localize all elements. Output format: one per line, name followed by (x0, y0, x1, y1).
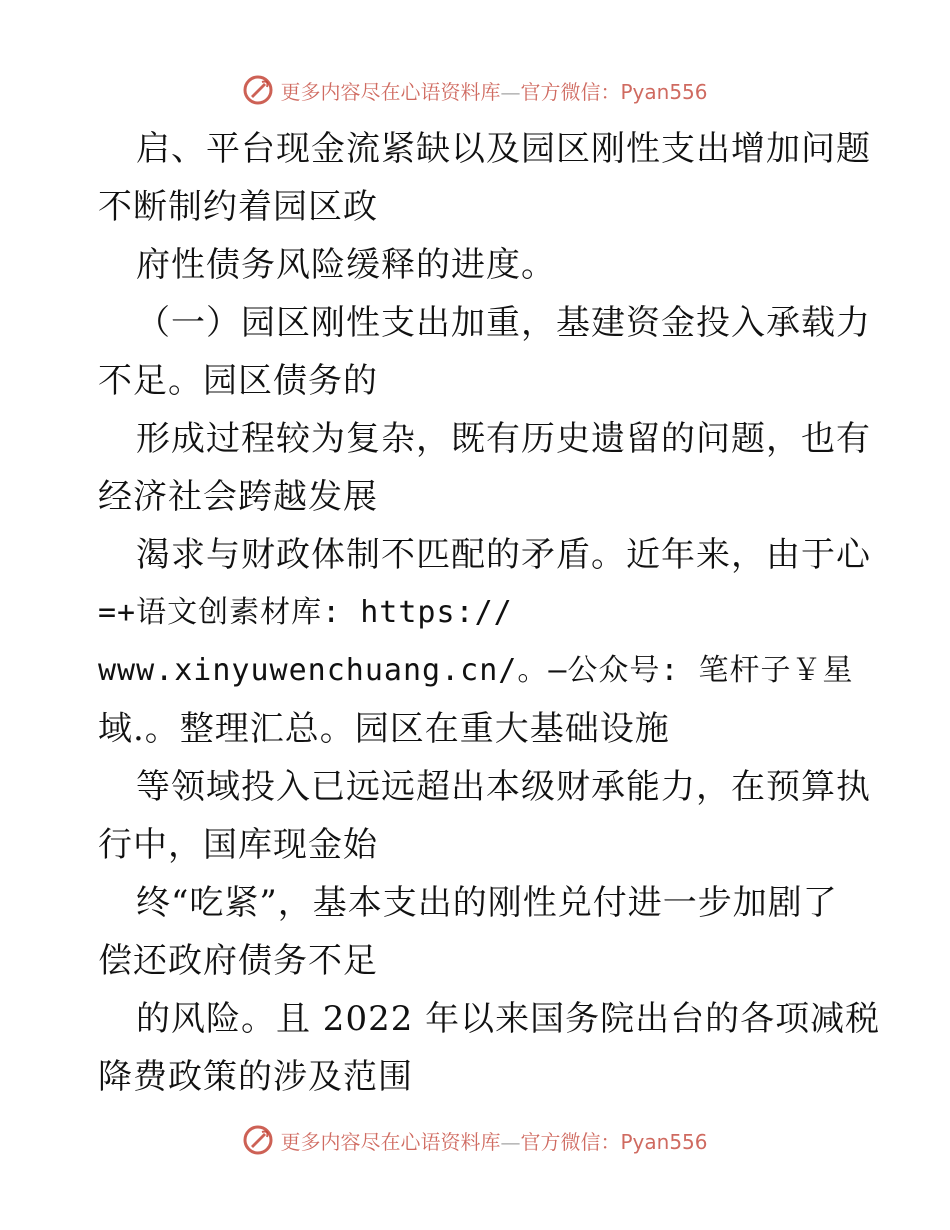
feather-pen-logo-icon (242, 74, 274, 106)
text-line: 等领域投入已远远超出本级财承能力，在预算执 (136, 767, 871, 807)
watermark-label: 官方微信： (520, 79, 621, 104)
watermark-brand: 更多内容尽在心语资料库 (280, 1129, 501, 1154)
footer-watermark (0, 1120, 950, 1160)
document-body (98, 120, 881, 1106)
text-line: 经济社会跨越发展 (98, 477, 378, 517)
text-line: 府性债务风险缓释的进度。 (136, 245, 556, 285)
text-line: 的风险。且 2022 年以来国务院出台的各项减税 (136, 999, 881, 1039)
text-line: 不断制约着园区政 (98, 187, 378, 227)
text-line: 降费政策的涉及范围 (98, 1057, 413, 1097)
text-line: 渴求与财政体制不匹配的矛盾。近年来，由于心 (136, 535, 871, 575)
header-watermark (0, 70, 950, 110)
text-line: 不足。园区债务的 (98, 361, 378, 401)
watermark-wechat-id: Pyan556 (620, 79, 708, 104)
watermark-group (242, 74, 707, 106)
watermark-text (280, 1126, 707, 1155)
text-line: =+语文创素材库: https:// (98, 595, 513, 630)
text-line: www.xinyuwenchuang.cn/。—公众号: 笔杆子￥星 (98, 653, 854, 688)
feather-pen-logo-icon (242, 1124, 274, 1156)
watermark-brand: 更多内容尽在心语资料库 (280, 79, 501, 104)
watermark-group (242, 1124, 707, 1156)
watermark-wechat-id: Pyan556 (620, 1129, 708, 1154)
text-line: 形成过程较为复杂，既有历史遗留的问题，也有 (136, 419, 871, 459)
text-line: 偿还政府债务不足 (98, 941, 378, 981)
watermark-separator: — (500, 1129, 521, 1154)
text-line: （一）园区刚性支出加重，基建资金投入承载力 (136, 303, 871, 343)
text-line: 域.。整理汇总。园区在重大基础设施 (98, 709, 670, 749)
text-line: 启、平台现金流紧缺以及园区刚性支出增加问题 (136, 129, 871, 169)
watermark-label: 官方微信： (520, 1129, 621, 1154)
text-line: 终“吃紧”，基本支出的刚性兑付进一步加剧了 (136, 883, 838, 923)
watermark-separator: — (500, 79, 521, 104)
watermark-text (280, 76, 707, 105)
text-line: 行中，国库现金始 (98, 825, 378, 865)
